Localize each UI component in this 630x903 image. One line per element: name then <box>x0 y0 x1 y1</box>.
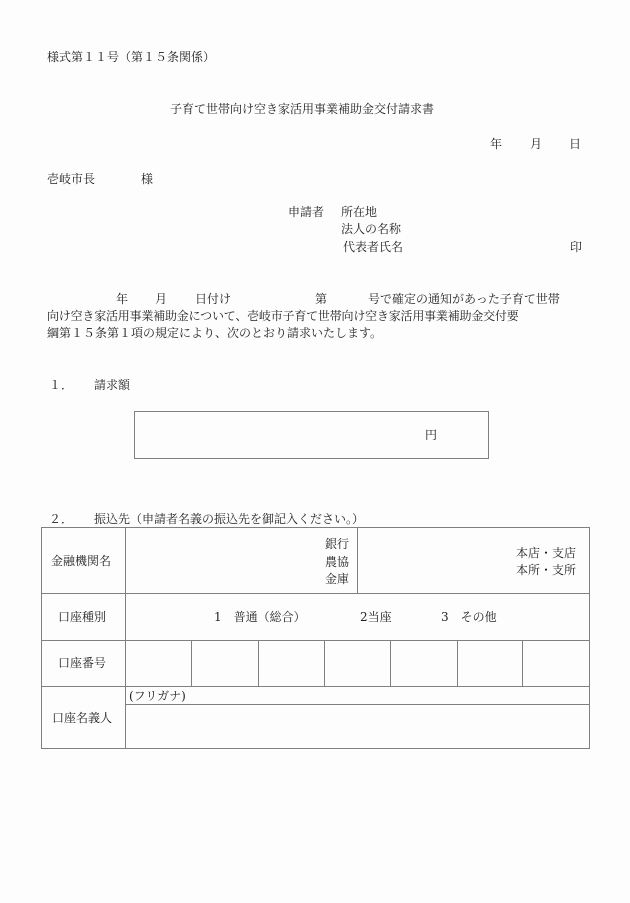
seal-mark: 印 <box>570 240 583 254</box>
bank-name-label: 金融機関名 <box>51 554 112 568</box>
table-divider <box>324 640 325 686</box>
account-number-digit-6[interactable] <box>459 642 521 685</box>
document-title: 子育て世帯向け空き家活用事業補助金交付請求書 <box>170 102 435 116</box>
body-line1-rest: 号で確定の通知があった子育て世帯 <box>368 292 560 306</box>
account-number-digit-5[interactable] <box>392 642 456 685</box>
account-holder-label: 口座名義人 <box>52 711 113 725</box>
section1-number: １． <box>49 378 74 392</box>
account-number-digit-7[interactable] <box>524 642 588 685</box>
addressee-name: 壱岐市長 <box>47 172 96 186</box>
account-number-digit-1[interactable] <box>127 642 190 685</box>
table-divider <box>258 640 259 686</box>
date-day: 日 <box>569 137 582 151</box>
body-month: 月 <box>155 292 168 306</box>
branch-field[interactable] <box>359 529 509 592</box>
account-holder-field[interactable] <box>127 706 588 748</box>
bank-type-bank: 銀行 <box>325 537 350 551</box>
account-type-label: 口座種別 <box>58 610 107 624</box>
section2-number: ２． <box>49 512 74 526</box>
section1-label: 請求額 <box>94 378 131 392</box>
bank-type-agri-coop: 農協 <box>325 555 350 569</box>
form-number: 様式第１１号（第１５条関係） <box>47 50 216 64</box>
body-line3: 綱第１５条第１項の規定により、次のとおり請求いたします。 <box>47 326 383 340</box>
account-type-option-current[interactable]: 2当座 <box>360 610 392 624</box>
body-line2: 向け空き家活用事業補助金について、壱岐市子育て世帯向け空き家活用事業補助金交付要 <box>47 309 519 323</box>
date-month: 月 <box>530 137 543 151</box>
branch-type-store: 本店・支店 <box>516 546 577 560</box>
account-type-option-other[interactable]: 3 その他 <box>441 610 497 624</box>
table-divider <box>41 686 590 687</box>
corp-name-label: 法人の名称 <box>341 222 402 236</box>
bank-name-field[interactable] <box>127 529 317 592</box>
representative-label: 代表者氏名 <box>343 240 404 254</box>
furigana-field[interactable] <box>200 688 588 703</box>
branch-type-office: 本所・支所 <box>516 563 577 577</box>
table-divider <box>41 640 590 641</box>
account-number-label: 口座番号 <box>58 656 107 670</box>
bank-type-shinkin: 金庫 <box>325 572 350 586</box>
applicant-label: 申請者 <box>288 205 325 219</box>
account-number-digit-4[interactable] <box>326 642 389 685</box>
body-no: 第 <box>315 292 328 306</box>
table-divider <box>390 640 391 686</box>
table-divider <box>522 640 523 686</box>
yen-unit: 円 <box>425 428 438 442</box>
body-year: 年 <box>116 292 129 306</box>
date-year: 年 <box>490 137 503 151</box>
claim-amount-field[interactable] <box>134 411 489 459</box>
address-label: 所在地 <box>341 205 378 219</box>
section2-label: 振込先（申請者名義の振込先を御記入ください。） <box>94 512 365 526</box>
table-divider <box>191 640 192 686</box>
table-divider <box>457 640 458 686</box>
account-type-option-ordinary[interactable]: 1 普通（総合） <box>214 610 306 624</box>
furigana-label: (フリガナ) <box>129 689 186 703</box>
account-number-digit-3[interactable] <box>260 642 323 685</box>
account-number-digit-2[interactable] <box>193 642 257 685</box>
table-divider <box>125 527 126 749</box>
addressee-honorific: 様 <box>141 172 154 186</box>
table-divider <box>125 704 590 705</box>
table-divider <box>41 593 590 594</box>
body-day: 日付け <box>195 292 232 306</box>
table-divider <box>357 527 358 593</box>
